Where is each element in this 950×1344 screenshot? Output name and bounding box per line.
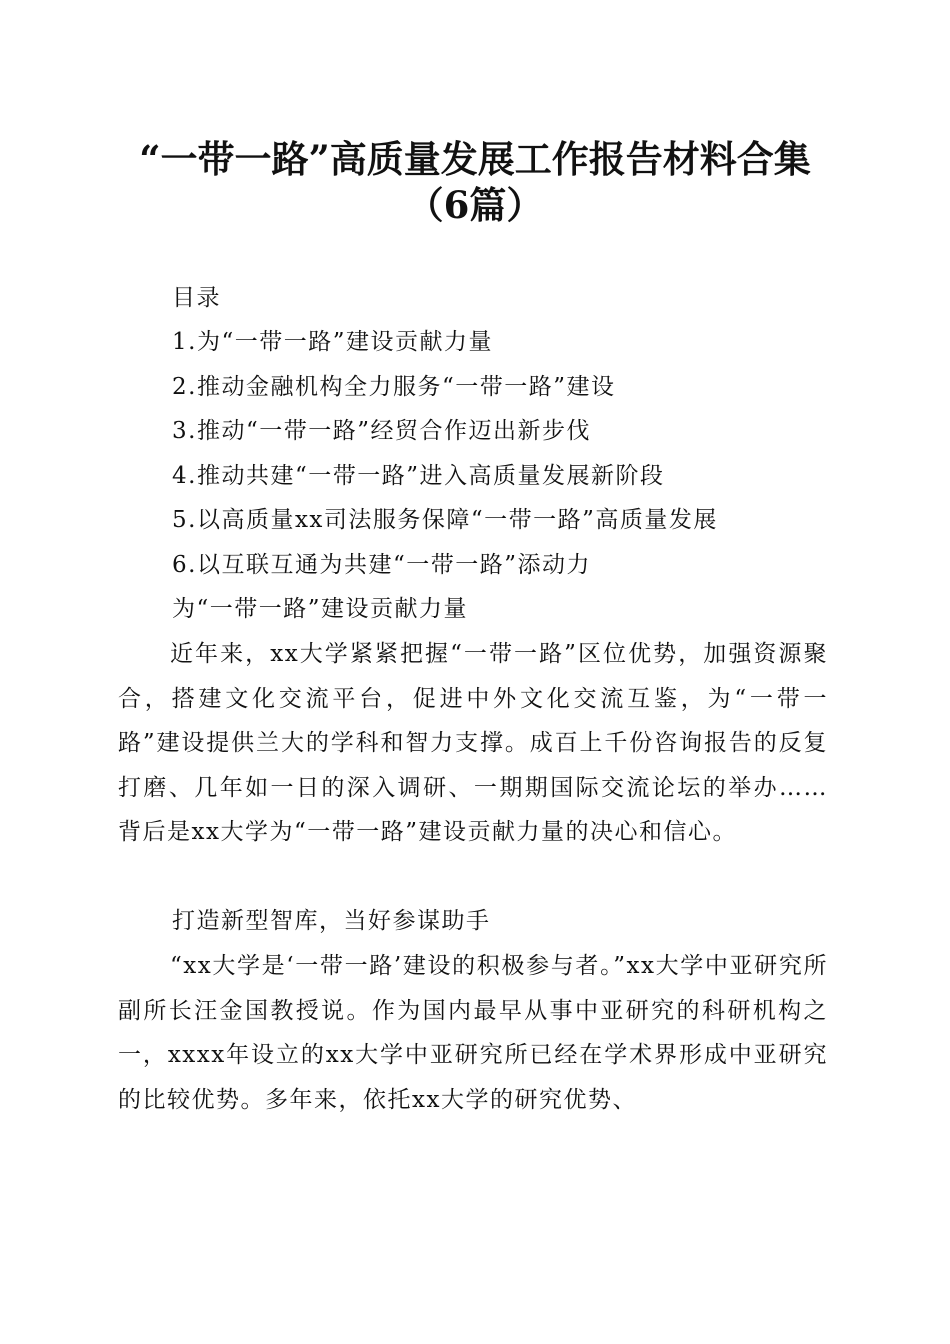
subheading: 打造新型智库，当好参谋助手 [172, 908, 491, 934]
toc-item: 3.推动“一带一路”经贸合作迈出新步伐 [172, 418, 591, 444]
section-title: 为“一带一路”建设贡献力量 [172, 596, 469, 622]
toc-heading: 目录 [172, 285, 221, 311]
body-paragraph: “xx大学是‘一带一路’建设的积极参与者。”xx大学中亚研究所副所长汪金国教授说。作为国内最早从事中亚研究的科研机构之一，xxxx年设立的xx大学中亚研究所已经在学术界形成中亚研究的比较优势。多年来，依托xx大学的研究优势、 [118, 953, 828, 1113]
toc-item: 5.以高质量xx司法服务保障“一带一路”高质量发展 [172, 507, 718, 533]
document-title: “一带一路”高质量发展工作报告材料合集 [139, 137, 811, 181]
body-paragraph: 近年来，xx大学紧紧把握“一带一路”区位优势，加强资源聚合，搭建文化交流平台，促进中外文化交流互鉴，为“一带一路”建设提供兰大的学科和智力支撑。成百上千份咨询报告的反复打磨、几年如一日的深入调研、一期期国际交流论坛的举办……背后是xx大学为“一带一路”建设贡献力量的决心和信心。 [118, 641, 828, 845]
toc-item: 1.为“一带一路”建设贡献力量 [172, 329, 493, 355]
toc-item: 2.推动金融机构全力服务“一带一路”建设 [172, 374, 616, 400]
toc-item: 6.以互联互通为共建“一带一路”添动力 [172, 552, 591, 578]
toc-item: 4.推动共建“一带一路”进入高质量发展新阶段 [172, 463, 665, 489]
document-title-count: （6篇） [406, 183, 544, 227]
